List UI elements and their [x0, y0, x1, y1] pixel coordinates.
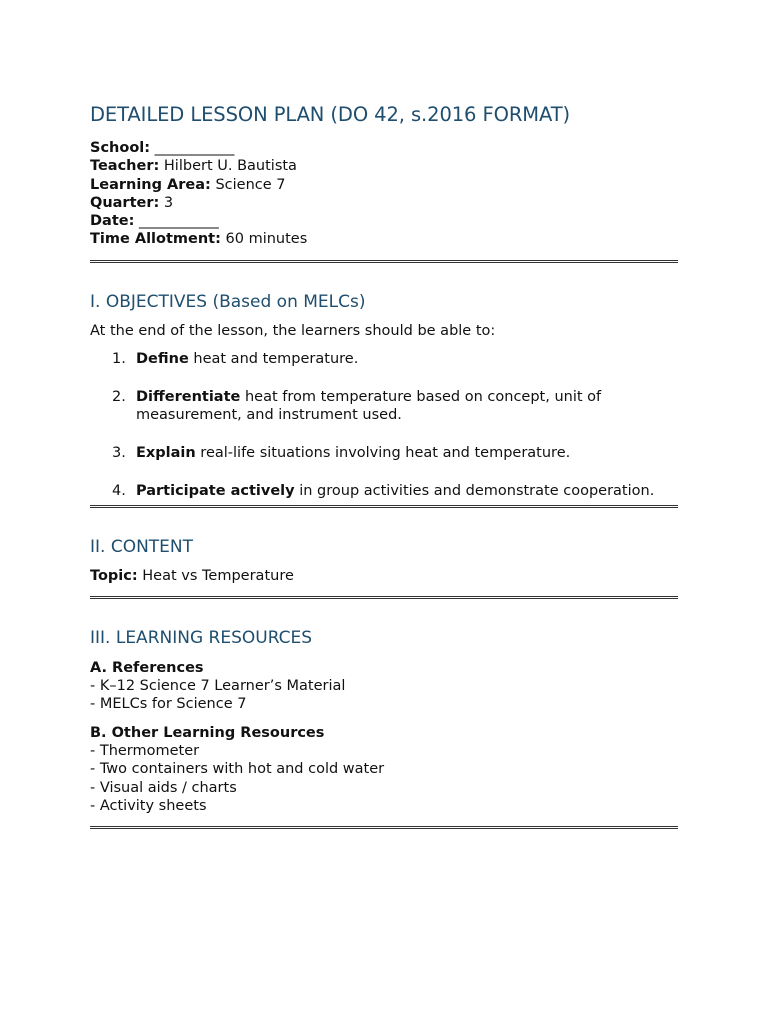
- topic-value: Heat vs Temperature: [142, 567, 294, 584]
- objective-item: [90, 388, 678, 425]
- objectives-list: [90, 350, 678, 501]
- objective-item: [90, 350, 678, 369]
- objective-number: 4.: [112, 483, 126, 500]
- info-value: ___________: [139, 213, 219, 230]
- references-block: [90, 659, 678, 714]
- info-label: Learning Area:: [90, 176, 211, 193]
- info-value: Hilbert U. Bautista: [163, 158, 297, 175]
- objective-verb: Differentiate: [136, 388, 241, 405]
- section-divider: [90, 596, 678, 599]
- content-heading: II. CONTENT: [90, 536, 194, 557]
- other-resources-block: [90, 724, 678, 815]
- info-value: Science 7: [215, 176, 286, 193]
- other-resources-title: B. Other Learning Resources: [90, 724, 325, 741]
- objective-verb: Define: [136, 350, 189, 367]
- document-title: DETAILED LESSON PLAN (DO 42, s.2016 FORMAT): [90, 103, 571, 126]
- objective-number: 2.: [112, 388, 126, 405]
- objective-text: in group activities and demonstrate cooperation.: [299, 483, 655, 500]
- resource-item: - Visual aids / charts: [90, 779, 237, 796]
- info-label: School:: [90, 140, 151, 156]
- document-content: [90, 101, 678, 829]
- info-quarter: [90, 194, 678, 212]
- topic-line: [90, 567, 678, 586]
- topic-label: Topic:: [90, 567, 138, 584]
- objective-verb: Participate actively: [136, 483, 295, 500]
- objective-verb: Explain: [136, 445, 196, 462]
- objective-text: heat from temperature based on concept, unit of measurement, and instrument used.: [136, 388, 602, 424]
- objective-number: 1.: [112, 350, 126, 367]
- objective-item: [90, 444, 678, 463]
- info-value: ___________: [154, 140, 235, 156]
- objective-item: [90, 482, 678, 501]
- info-value: 3: [163, 194, 174, 211]
- resource-item: - Activity sheets: [90, 797, 207, 814]
- info-label: Date:: [90, 213, 135, 230]
- info-value: 60 minutes: [225, 231, 308, 248]
- info-time-allotment: [90, 230, 678, 248]
- section-divider: [90, 260, 678, 263]
- objective-text: heat and temperature.: [193, 350, 359, 367]
- resource-item: - Two containers with hot and cold water: [90, 761, 385, 778]
- info-date: [90, 212, 678, 230]
- info-teacher: [90, 157, 678, 175]
- objectives-heading: I. OBJECTIVES (Based on MELCs): [90, 291, 366, 312]
- section-divider: [90, 505, 678, 508]
- info-school: [90, 139, 678, 157]
- info-learning-area: [90, 176, 678, 194]
- reference-item: - MELCs for Science 7: [90, 696, 247, 713]
- info-label: Teacher:: [90, 158, 160, 175]
- objective-text: real-life situations involving heat and temperature.: [200, 445, 571, 462]
- lesson-info: [90, 139, 678, 249]
- info-label: Time Allotment:: [90, 231, 221, 248]
- info-label: Quarter:: [90, 194, 160, 211]
- reference-item: - K–12 Science 7 Learner’s Material: [90, 678, 346, 695]
- references-title: A. References: [90, 659, 204, 676]
- resource-item: - Thermometer: [90, 742, 200, 759]
- objective-number: 3.: [112, 445, 126, 462]
- objectives-intro: At the end of the lesson, the learners should be able to:: [90, 322, 496, 339]
- section-divider: [90, 826, 678, 829]
- resources-heading: III. LEARNING RESOURCES: [90, 627, 313, 648]
